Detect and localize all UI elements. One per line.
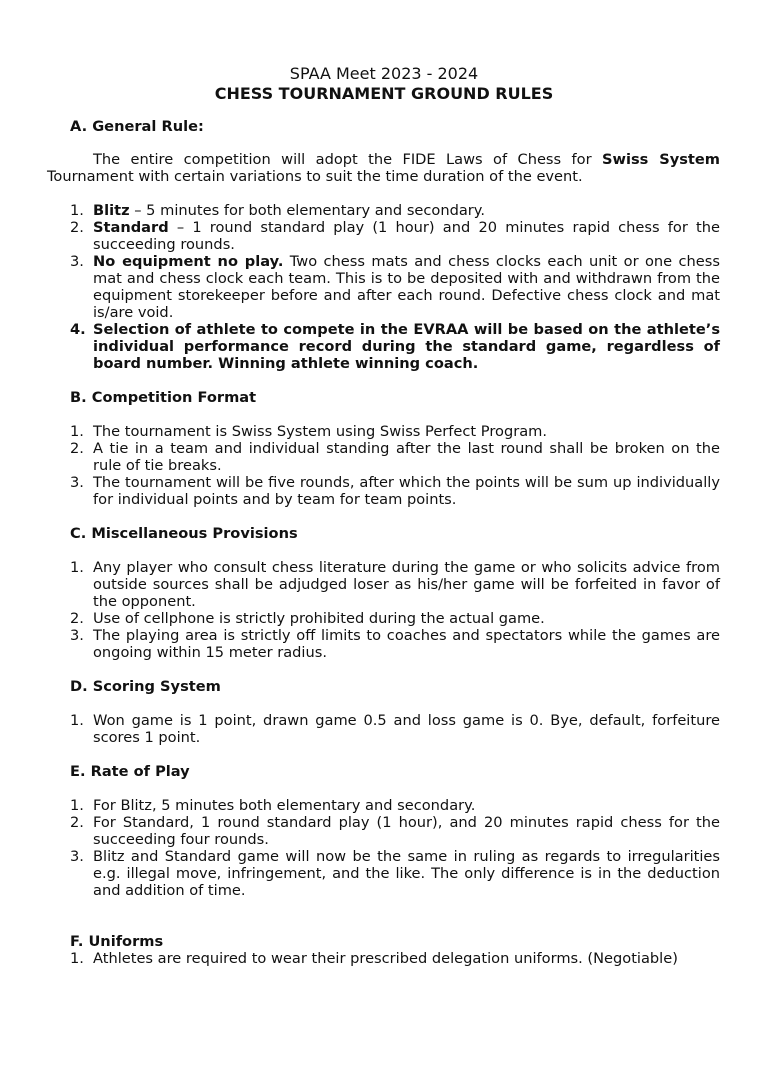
list-item [70, 712, 720, 746]
section-heading: B. Competition Format [70, 389, 257, 406]
item-number: 2. [70, 219, 84, 236]
document-page [0, 64, 768, 1088]
item-text: Use of cellphone is strictly prohibited during the actual game. [93, 610, 545, 627]
item-number: 3. [70, 253, 84, 270]
section-heading: F. Uniforms [70, 933, 164, 950]
miscellaneous-list [0, 559, 768, 661]
item-text: Athletes are required to wear their prescribed delegation uniforms. (Negotiable) [93, 950, 678, 967]
section-miscellaneous [0, 525, 768, 661]
item-number: 1. [70, 202, 84, 219]
list-item [70, 610, 720, 627]
section-heading: C. Miscellaneous Provisions [70, 525, 298, 542]
section-heading: E. Rate of Play [70, 763, 190, 780]
section-heading: A. General Rule: [70, 118, 204, 135]
item-number: 2. [70, 610, 84, 627]
item-number: 1. [70, 559, 84, 576]
item-number: 1. [70, 423, 84, 440]
item-text: Any player who consult chess literature during the game or who solicits advice from outside sources shall be adjudged loser as his/her game will be forfeited in favor of the opponent. [93, 559, 720, 610]
list-item [70, 950, 720, 967]
list-item [70, 474, 720, 508]
item-bold-text: No equipment no play. [93, 253, 284, 270]
rate-of-play-list [0, 797, 768, 899]
item-number: 3. [70, 627, 84, 644]
item-bold-text: Blitz [93, 202, 130, 219]
item-text: For Standard, 1 round standard play (1 hour), and 20 minutes rapid chess for the succeeding four rounds. [93, 814, 720, 848]
general-rule-list [0, 202, 768, 372]
list-item [70, 440, 720, 474]
section-uniforms [0, 933, 768, 967]
intro-text: The entire competition will adopt the FIDE Laws of Chess for [93, 151, 602, 168]
item-number: 3. [70, 848, 84, 865]
uniforms-list [0, 950, 768, 967]
item-text: – 5 minutes for both elementary and secondary. [129, 202, 486, 219]
document-title: CHESS TOURNAMENT GROUND RULES [214, 84, 554, 103]
item-number: 1. [70, 797, 84, 814]
item-text: Won game is 1 point, drawn game 0.5 and loss game is 0. Bye, default, forfeiture scores 1 point. [93, 712, 720, 746]
item-text: Blitz and Standard game will now be the same in ruling as regards to irregularities e.g. illegal move, infringement, and the like. The only difference is in the deduction and addition of time. [93, 848, 720, 899]
item-text: The tournament will be five rounds, after which the points will be sum up individually for individual points and by team for team points. [93, 474, 720, 508]
intro-paragraph [47, 151, 720, 185]
item-text: – 1 round standard play (1 hour) and 20 minutes rapid chess for the succeeding rounds. [93, 219, 720, 253]
item-text: A tie in a team and individual standing after the last round shall be broken on the rule of tie breaks. [93, 440, 720, 474]
intro-text-end: Tournament with certain variations to suit the time duration of the event. [47, 168, 583, 185]
item-number: 2. [70, 814, 84, 831]
scoring-list [0, 712, 768, 746]
meet-title: SPAA Meet 2023 - 2024 [289, 64, 479, 83]
list-item [70, 321, 720, 372]
item-number: 1. [70, 712, 84, 729]
section-heading: D. Scoring System [70, 678, 221, 695]
list-item [70, 814, 720, 848]
list-item [70, 202, 720, 219]
list-item [70, 848, 720, 899]
item-number: 4. [70, 321, 86, 338]
list-item [70, 797, 720, 814]
item-text: The playing area is strictly off limits to coaches and spectators while the games are ongoing within 15 meter radius. [93, 627, 720, 661]
item-number: 2. [70, 440, 84, 457]
document-header [0, 64, 768, 104]
section-rate-of-play [0, 763, 768, 899]
item-bold-text: Selection of athlete to compete in the EVRAA will be based on the athlete’s individual performance record during the standard game, regardless of board number. Winning athlete winning coach. [93, 321, 720, 372]
list-item [70, 627, 720, 661]
list-item [70, 423, 720, 440]
list-item [70, 559, 720, 610]
list-item [70, 219, 720, 253]
item-text: The tournament is Swiss System using Swiss Perfect Program. [93, 423, 548, 440]
item-number: 3. [70, 474, 84, 491]
competition-format-list [0, 423, 768, 508]
section-competition-format [0, 389, 768, 508]
item-text: Two chess mats and chess clocks each unit or one chess mat and chess clock each team. This is to be deposited with and withdrawn from the equipment storekeeper before and after each round. Defective chess clock and mat is/are void. [93, 253, 720, 321]
section-general-rule [0, 118, 768, 372]
section-scoring-system [0, 678, 768, 746]
item-number: 1. [70, 950, 84, 967]
list-item [70, 253, 720, 321]
item-text: For Blitz, 5 minutes both elementary and secondary. [93, 797, 476, 814]
item-bold-text: Standard [93, 219, 169, 236]
intro-bold-text: Swiss System [601, 151, 720, 168]
